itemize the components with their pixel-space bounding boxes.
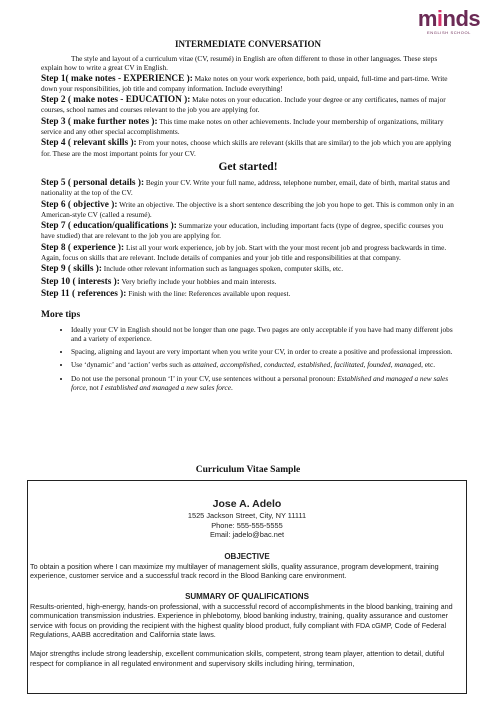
step-6: Step 6 ( objective ): Write an objective. The objective is a short sentence describing the job you hope to get. This is common only in an American-style CV (called a resumé). [41,199,454,219]
step-1: Step 1( make notes - EXPERIENCE ): Make notes on your work experience, both paid, unpaid, full-time and part-time. Write down your responsibilities, job title and company information. Include everything! [41,73,448,93]
tips-list [41,325,455,393]
cv-email: Email: jadelo@bac.net [209,530,285,539]
cv-phone: Phone: 555-555-5555 [211,520,283,530]
step-2: Step 2 ( make notes - EDUCATION ): Make notes on your education. Include your degree or any certificates, names of major courses, school names and courses relevant to the job you are applying for. [41,95,446,115]
page-title: INTERMEDIATE CONVERSATION [175,39,321,49]
step-5: Step 5 ( personal details ): Begin your CV. Write your full name, address, telephone number, email, date of birth, marital status and nationality at the top of the CV. [41,177,450,198]
instructions [41,54,455,396]
step-4: Step 4 ( relevant skills ): From your notes, choose which skills are relevant (skills that are similar) to the job which you are applying for. These are the most important points for your CV. [41,138,452,158]
step-3: Step 3 ( make further notes ): This time make notes on other achievements. Include your membership of organizations, military service and any other special accomplishments. [41,116,444,137]
cv-name: Jose A. Adelo [212,498,282,510]
cv-objective-text: To obtain a position where I can maximize my multilayer of management skills, quality assurance, program development, training experience, customer service and a successful track record in the Blood Banking care environment. [30,561,439,580]
tip-item: • Do not use the personal pronoun ‘I’ in your CV, use sentences without a personal pronoun: Established and managed a new sales force, not I established and managed a new sales force. [71,374,455,393]
cv-strengths-text: Major strengths include strong leadership, excellent communication skills, competent, strong team player, attention to detail, dutiful respect for compliance in all regulated environment and supervisory skills including hiring, termination, [30,649,445,668]
get-started-heading: Get started! [218,160,278,173]
step-8: Step 8 ( experience ): List all your work experience, job by job. Start with the your most recent job and progress backwards in time. Again, focus on skills that are relevant. Include details of companies and your job title and responsibilities at that company. [41,242,447,263]
cv-summary-heading: SUMMARY OF QUALIFICATIONS [185,592,309,602]
more-tips-heading: More tips [41,310,81,321]
intro-paragraph: The style and layout of a curriculum vitae (CV, resumé) in English are often different to those in other languages. These steps explain how to write a great CV in English. [41,54,438,73]
cv-address: 1525 Jackson Street, City, NY 11111 [187,511,307,520]
cv-sample-box [27,480,467,694]
step-9: Step 9 ( skills ): Include other relevant information such as languages spoken, computer skills, etc. [41,264,344,275]
step-11: Step 11 ( references ): Finish with the line: References available upon request. [41,288,291,299]
logo-wordmark: minds [417,6,481,31]
tip-item: • Use ‘dynamic’ and ‘action’ verbs such as attained, accomplished, conducted, established, facilitated, founded, managed, etc. [71,360,455,369]
cv-sample-title: Curriculum Vitae Sample [195,465,301,475]
logo-subtitle: ENGLISH SCHOOL [427,30,471,35]
cv-summary-text: Results-oriented, high-energy, hands-on professional, with a successful record of accomplishments in the blood banking, training and communication transmission industries. Experience in phlebotomy, blood banking industry, training, quality assurance and customer service with focus on providing the recipient with the highest quality blood product, fully compliant with FDA cGMP, Code of Federal Regulations, AABB accreditation and California state laws. [30,602,453,639]
minds-logo [414,8,484,35]
cv-objective-heading: OBJECTIVE [224,551,270,561]
tip-item: • Spacing, aligning and layout are very important when you write your CV, in order to create a positive and professional impression. [71,347,455,356]
step-10: Step 10 ( interests ): Very briefly include your hobbies and main interests. [41,276,277,287]
step-7: Step 7 ( education/qualifications ): Summarize your education, including important facts (type of degree, specific courses you have studied) that are relevant to the job you are applying for. [41,221,444,241]
tip-item: • Ideally your CV in English should not be longer than one page. Two pages are only acceptable if you have had many different jobs and a variety of experience. [71,325,455,344]
